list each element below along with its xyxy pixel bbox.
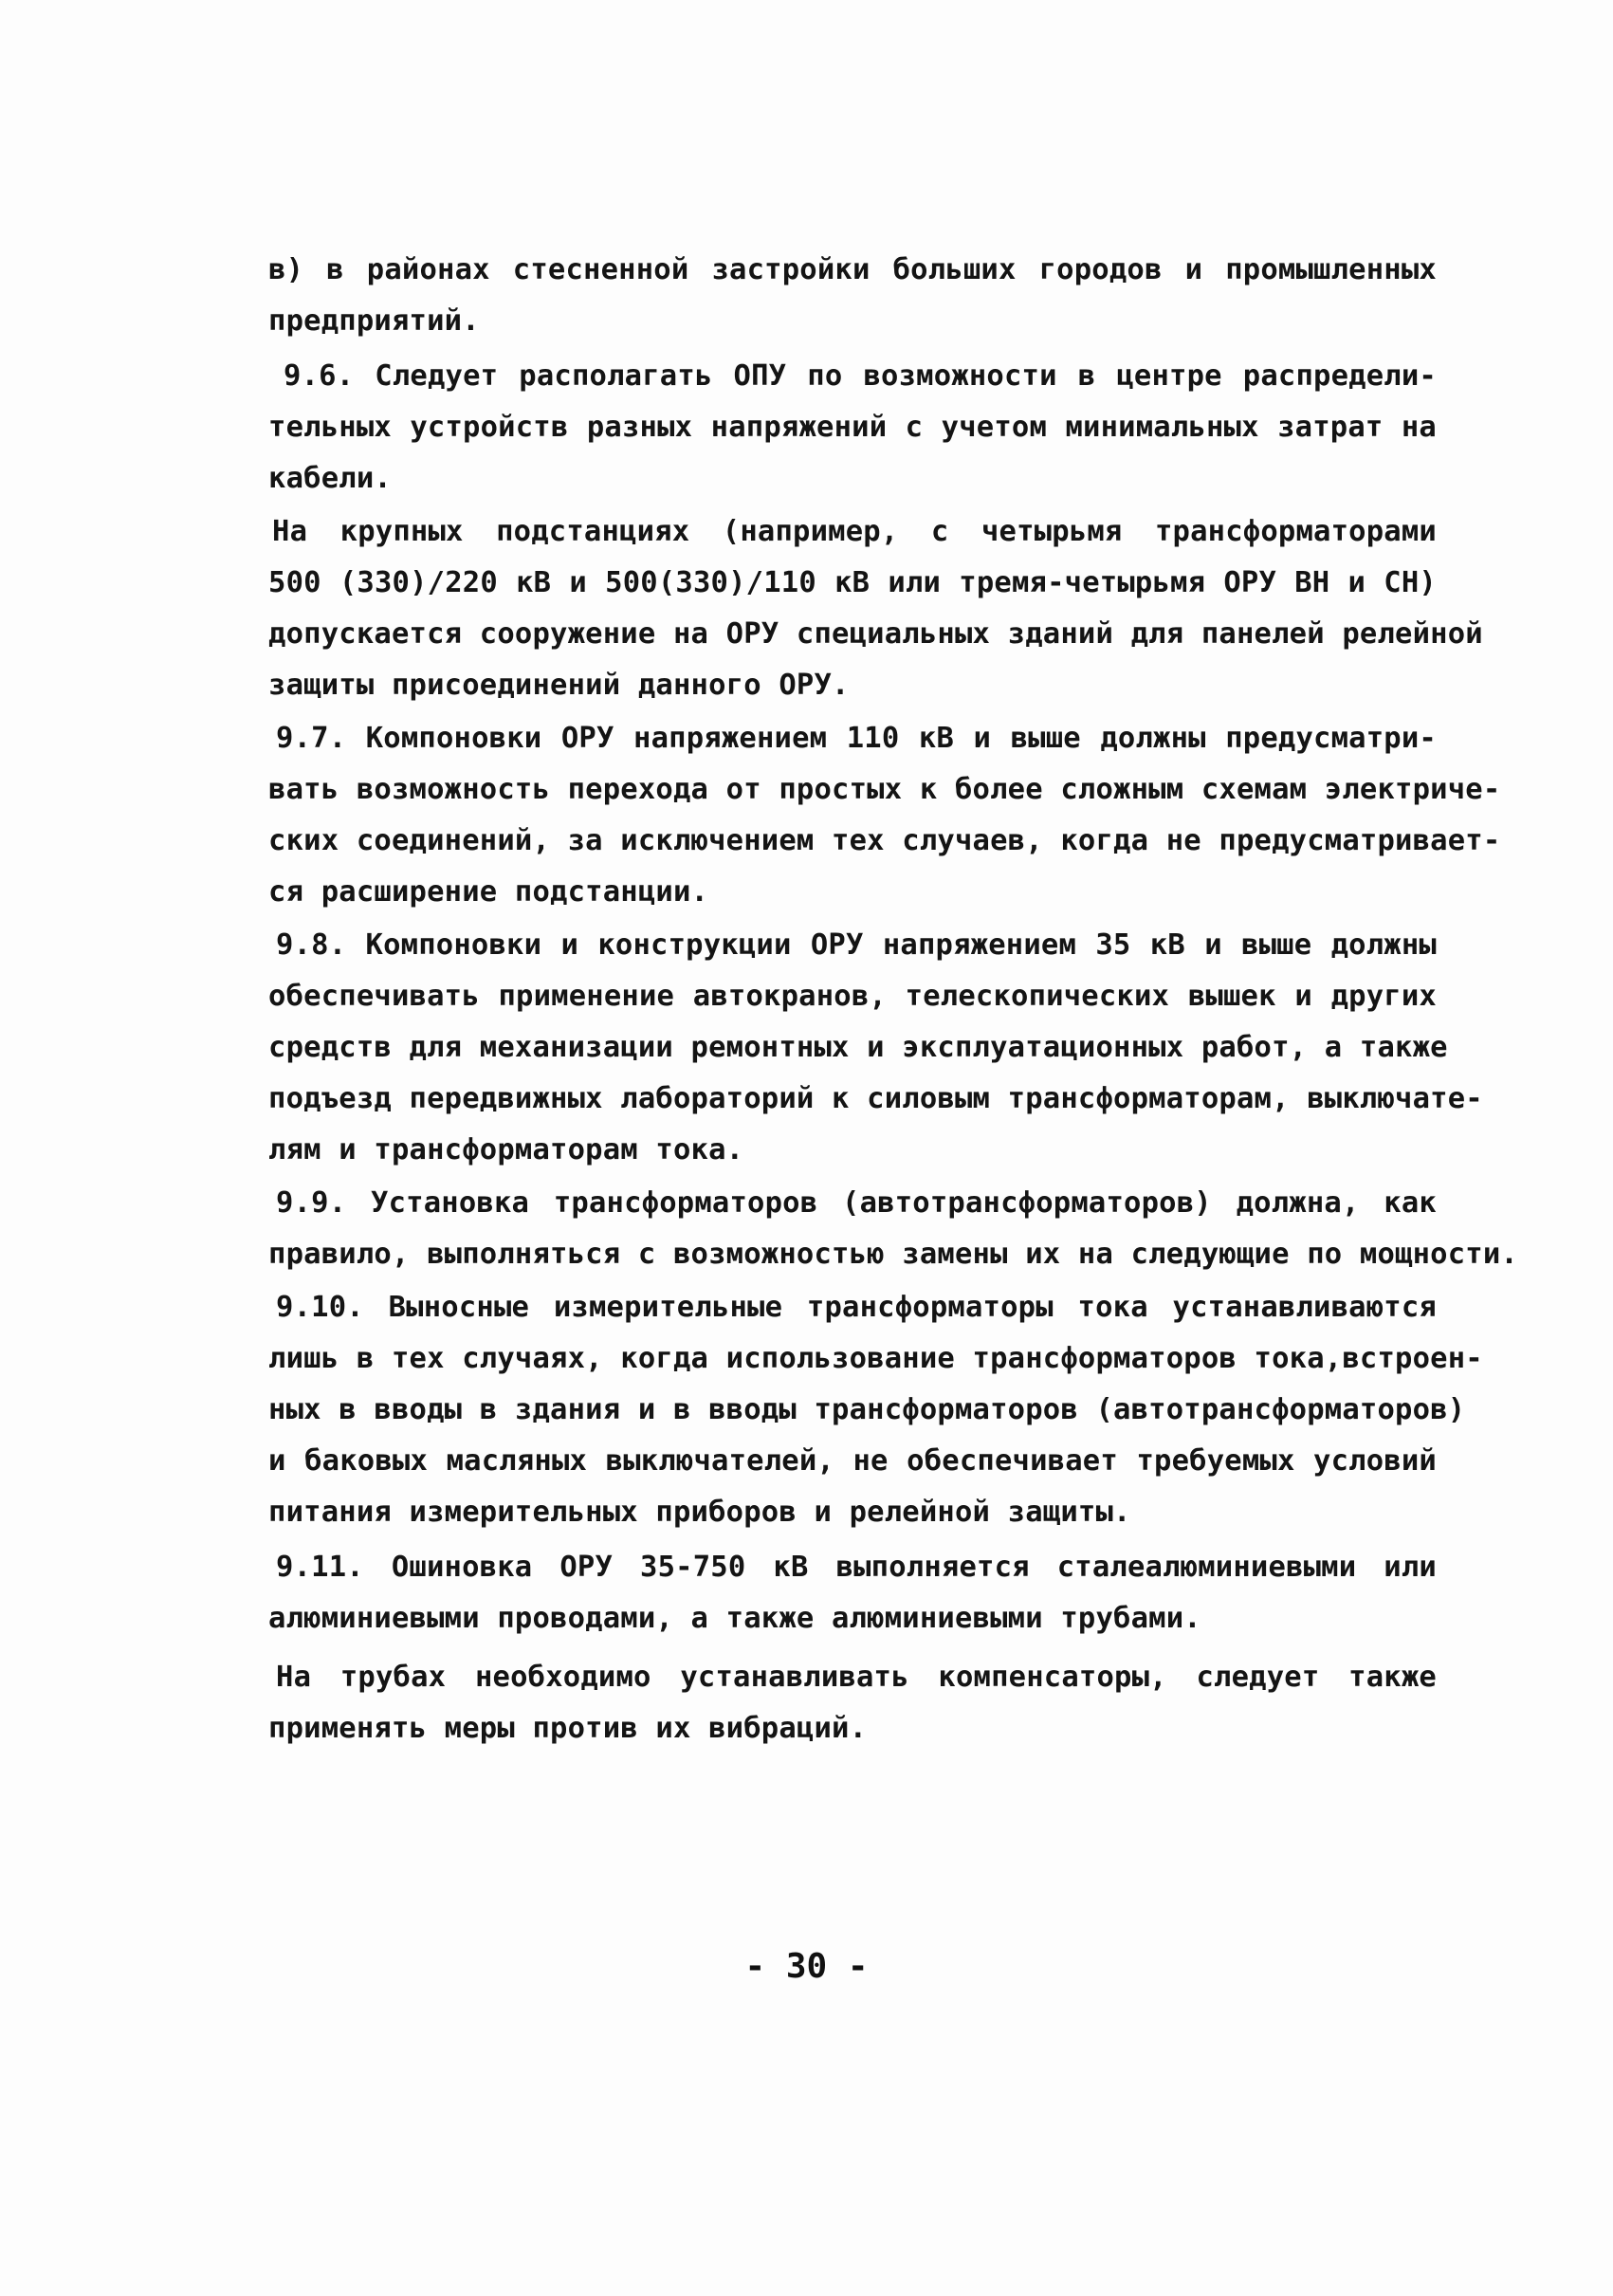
text-line: подъезд передвижных лабораторий к силовым трансформаторам, выключате- [268, 1082, 1483, 1115]
paragraph-first-line: На трубах необходимо устанавливать компенсаторы, следует также [276, 1661, 1437, 1694]
text-line: и баковых масляных выключателей, не обеспечивает требуемых условий [268, 1444, 1437, 1478]
text-line: лям и трансформаторам тока. [268, 1133, 744, 1166]
page-number: - 30 - [744, 1947, 869, 1986]
paragraph-first-line: 9.9. Установка трансформаторов (автотрансформаторов) должна, как [276, 1186, 1437, 1220]
paragraph-first-line: 9.6. Следует располагать ОПУ по возможности в центре распредели- [284, 359, 1437, 393]
document-body [268, 245, 1518, 1754]
text-line: ных в вводы в здания и в вводы трансформаторов (автотрансформаторов) [268, 1393, 1466, 1426]
text-line: питания измерительных приборов и релейной защиты. [268, 1496, 1131, 1529]
paragraph-first-line: 9.7. Компоновки ОРУ напряжением 110 кВ и выше должны предусматри- [276, 722, 1437, 755]
text-line: ся расширение подстанции. [268, 875, 709, 909]
text-line: кабели. [268, 462, 392, 495]
paragraph-first-line: На крупных подстанциях (например, с четырьмя трансформаторами [272, 515, 1437, 548]
paragraph-first-line: 9.8. Компоновки и конструкции ОРУ напряжением 35 кВ и выше должны [276, 928, 1437, 962]
text-line: применять меры против их вибраций. [268, 1712, 868, 1745]
paragraph-first-line: в) в районах стесненной застройки больших городов и промышленных [268, 253, 1437, 286]
text-line: предприятий. [268, 304, 480, 338]
text-line: лишь в тех случаях, когда использование трансформаторов тока,встроен- [268, 1342, 1483, 1375]
text-line: допускается сооружение на ОРУ специальных зданий для панелей релейной [268, 617, 1483, 651]
text-line: тельных устройств разных напряжений с учетом минимальных затрат на [268, 411, 1437, 444]
text-line: правило, выполняться с возможностью замены их на следующие по мощности. [268, 1238, 1518, 1271]
text-line: средств для механизации ремонтных и эксплуатационных работ, а также [268, 1031, 1448, 1064]
text-line: ских соединений, за исключением тех случаев, когда не предусматривает- [268, 824, 1501, 857]
text-line: алюминиевыми проводами, а также алюминиевыми трубами. [268, 1602, 1201, 1635]
text-line: защиты присоединений данного ОРУ. [268, 669, 850, 702]
text-line: 500 (330)/220 кВ и 500(330)/110 кВ или тремя-четырьмя ОРУ ВН и СН) [268, 566, 1437, 599]
text-line: вать возможность перехода от простых к более сложным схемам электриче- [268, 773, 1501, 806]
paragraph-first-line: 9.11. Ошиновка ОРУ 35-750 кВ выполняется сталеалюминиевыми или [276, 1551, 1437, 1584]
paragraph-first-line: 9.10. Выносные измерительные трансформаторы тока устанавливаются [276, 1291, 1437, 1324]
text-line: обеспечивать применение автокранов, телескопических вышек и других [268, 980, 1437, 1013]
